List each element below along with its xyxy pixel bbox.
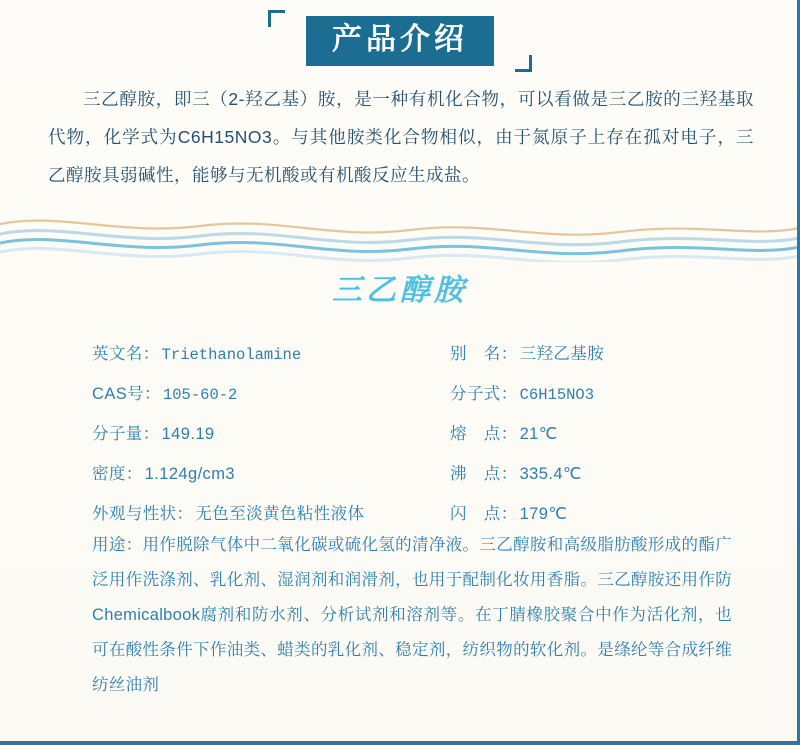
spec-label: 熔 点： [450, 425, 518, 443]
banner-title: 产品介绍 [306, 16, 494, 66]
usage-label: 用途： [92, 536, 143, 554]
banner-corner-bottom-right [515, 55, 532, 72]
spec-label: 闪 点： [450, 505, 518, 523]
intro-paragraph: 三乙醇胺，即三（2-羟乙基）胺，是一种有机化合物，可以看做是三乙胺的三羟基取代物，化学式为C6H15NO3。与其他胺类化合物相似，由于氮原子上存在孤对电子，三乙醇胺具弱碱性，能够与无机酸或有机酸反应生成盐。 [48, 89, 754, 185]
spec-value: 无色至淡黄色粘性液体 [195, 505, 365, 523]
spec-cell-cas-number [0, 380, 390, 404]
spec-value: 21℃ [519, 425, 558, 443]
spec-label: 外观与性状： [92, 505, 194, 523]
spec-cell-density [0, 460, 390, 484]
spec-value: 179℃ [519, 505, 568, 523]
spec-value: Triethanolamine [161, 346, 302, 364]
spec-label: 分子量： [92, 425, 160, 443]
usage-paragraph [92, 528, 732, 703]
spec-label: 别 名： [450, 345, 518, 363]
spec-label: 英文名： [92, 345, 160, 363]
spec-label: CAS号： [92, 385, 161, 403]
spec-value: 1.124g/cm3 [144, 465, 235, 483]
spec-cell-appearance [0, 500, 390, 524]
spec-cell-molecular-formula [390, 380, 800, 404]
table-row [0, 452, 800, 492]
bottom-border [0, 741, 800, 745]
spec-cell-english-name [0, 340, 390, 364]
spec-cell-alias [390, 340, 800, 364]
spec-value: 149.19 [161, 425, 215, 443]
spec-value: 335.4℃ [519, 465, 582, 483]
product-title: 三乙醇胺 [332, 274, 468, 307]
spec-label: 沸 点： [450, 465, 518, 483]
banner-corner-top-left [268, 10, 285, 27]
spec-label: 分子式： [450, 385, 518, 403]
spec-cell-molecular-weight [0, 420, 390, 444]
spec-value: C6H15NO3 [519, 386, 595, 404]
table-row [0, 372, 800, 412]
table-row [0, 412, 800, 452]
spec-value: 105-60-2 [162, 386, 238, 404]
spec-cell-melting-point [390, 420, 800, 444]
usage-text: 用作脱除气体中二氧化碳或硫化氢的清净液。三乙醇胺和高级脂肪酸形成的酯广泛用作洗涤剂、乳化剂、湿润剂和润滑剂，也用于配制化妆用香脂。三乙醇胺还用作防Chemicalbook腐剂和防水剂、分析试剂和溶剂等。在丁腈橡胶聚合中作为活化剂，也可在酸性条件下作油类、蜡类的乳化剂、稳定剂，纺织物的软化剂。是绦纶等合成纤维纺丝油剂 [92, 536, 732, 694]
wave-divider [0, 214, 800, 262]
table-row [0, 332, 800, 372]
spec-label: 密度： [92, 465, 143, 483]
spec-cell-boiling-point [390, 460, 800, 484]
spec-table [0, 332, 800, 532]
table-row [0, 492, 800, 532]
header-banner [0, 10, 800, 72]
spec-cell-flash-point [390, 500, 800, 524]
spec-value: 三羟乙基胺 [519, 345, 605, 363]
